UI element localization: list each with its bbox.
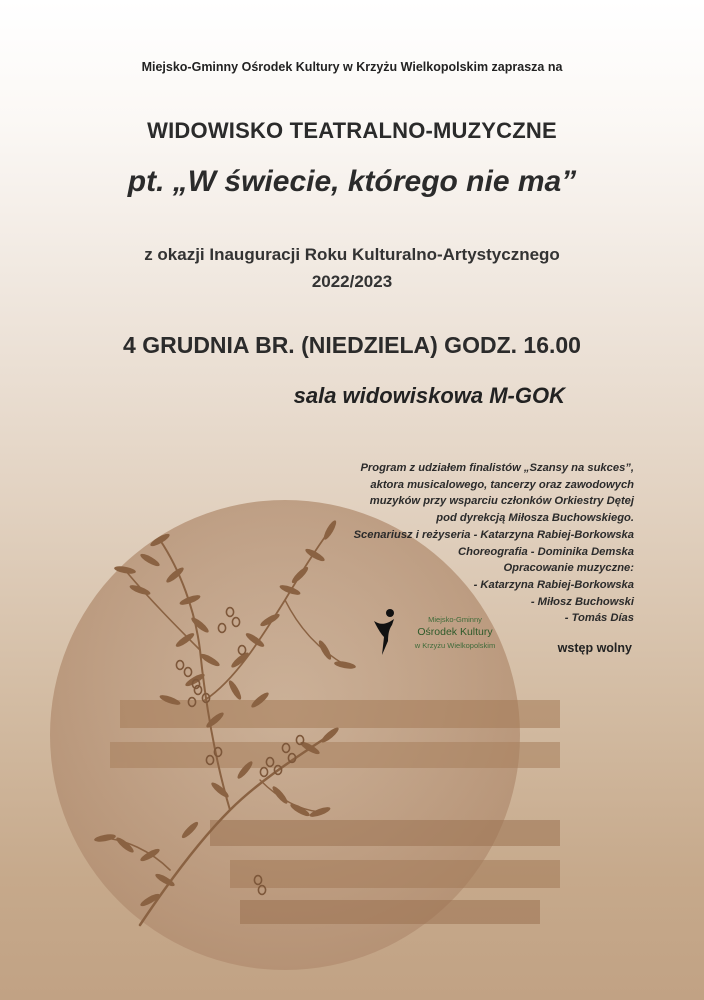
- event-title: pt. „W świecie, którego nie ma”: [127, 165, 577, 198]
- program-line: Scenariusz i reżyseria - Katarzyna Rabiej-Borkowska: [353, 528, 634, 541]
- program-line: - Katarzyna Rabiej-Borkowska: [473, 578, 634, 591]
- program-line: - Miłosz Buchowski: [530, 595, 634, 608]
- program-line: - Tomás Días: [564, 612, 634, 625]
- program-line: Opracowanie muzyczne:: [503, 562, 634, 575]
- event-type-heading: WIDOWISKO TEATRALNO-MUZYCZNE: [147, 118, 557, 143]
- program-line: Choreografia - Dominika Demska: [458, 545, 634, 558]
- entry-info: wstęp wolny: [557, 641, 632, 655]
- logo-line-1: Miejsko-Gminny: [428, 615, 482, 624]
- logo-line-3: w Krzyżu Wielkopolskim: [414, 641, 496, 650]
- program-description: [294, 460, 634, 627]
- dancing-figure-icon: [370, 607, 400, 657]
- event-venue: sala widowiskowa M-GOK: [293, 383, 565, 408]
- occasion-line-1: z okazji Inauguracji Roku Kulturalno-Artystycznego: [144, 245, 560, 264]
- program-line: Program z udziałem finalistów „Szansy na sukces”,: [360, 462, 634, 474]
- organizer-logo: [370, 607, 510, 665]
- program-line: muzyków przy wsparciu członków Orkiestry Dętej: [369, 495, 634, 508]
- logo-line-2: Ośrodek Kultury: [417, 626, 493, 638]
- program-line: aktora musicalowego, tancerzy oraz zawodowych: [370, 478, 634, 491]
- inviter-text: Miejsko-Gminny Ośrodek Kultury w Krzyżu Wielkopolskim zaprasza na: [141, 60, 563, 74]
- event-date: 4 GRUDNIA BR. (NIEDZIELA) GODZ. 16.00: [123, 332, 581, 358]
- program-line: pod dyrekcją Miłosza Buchowskiego.: [436, 512, 634, 525]
- occasion-line-2: 2022/2023: [311, 272, 393, 291]
